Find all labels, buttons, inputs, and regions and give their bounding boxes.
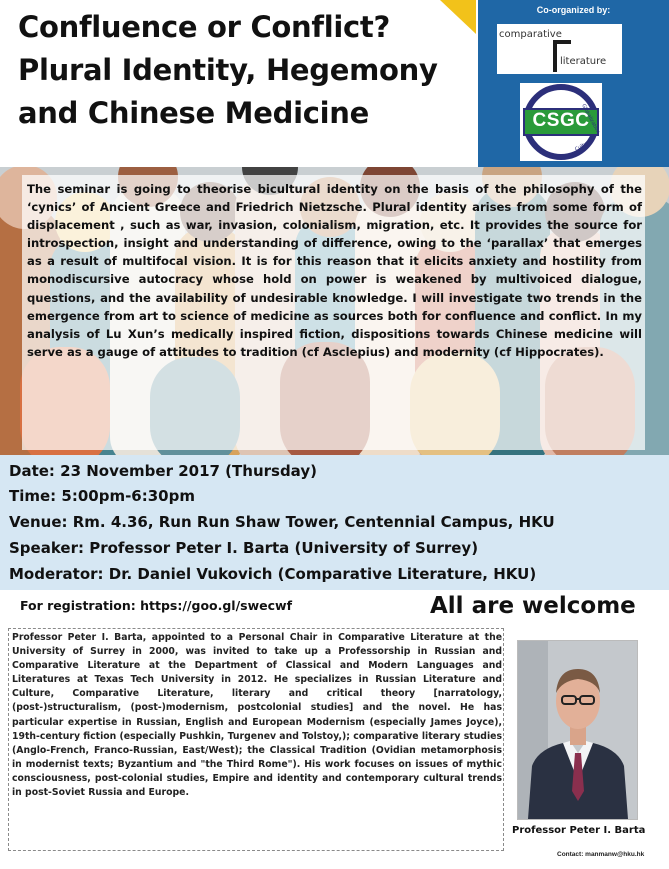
- csgc-ring-top-text: Globalization: [580, 103, 601, 135]
- registration-link[interactable]: For registration: https://goo.gl/swecwf: [20, 598, 293, 613]
- abstract-text: The seminar is going to theorise bicultural identity on the basis of the philosophy of the ‘cynics’ of Ancient Greece and Friedrich Nietzsche. Plural identity arises from some form of displacement , such as war, invasion, colonialism, migration, etc. It provides the source for introspection, insight and understanding of difference, owing to the ‘parallax’ that emerges as a result of multifocal vision. It is for this reason that it elicits anxiety and hostility from monodiscursive autocracy whose hold on power is weakened by multivoiced dialogue, questions, and the availability of undesirable knowledge. I will investigate two trends in the emergence from art to science of medicine as sources both for confluence and conflict. In my analysis of Lu Xun’s medically inspired fiction, dispositions towards Chinese medicine will serve as a gauge of attitudes to tradition (cf Asclepius) and modernity (cf Hippocrates).: [27, 182, 642, 359]
- title-line-1: Confluence or Conflict?: [18, 10, 390, 44]
- contact-email: Contact: manmanw@hku.hk: [557, 851, 645, 858]
- event-moderator: Moderator: Dr. Daniel Vukovich (Comparative Literature, HKU): [9, 565, 537, 583]
- event-time: Time: 5:00pm-6:30pm: [9, 487, 195, 505]
- logo-word-comparative: comparative: [499, 29, 562, 40]
- comparative-literature-logo: [497, 24, 622, 74]
- csgc-logo-text: CSGC: [532, 110, 590, 131]
- poster-title: [18, 6, 458, 135]
- yellow-corner-decoration: [440, 0, 476, 34]
- logo-bar-horizontal: [557, 40, 571, 44]
- title-line-3: and Chinese Medicine: [18, 96, 369, 130]
- event-date: Date: 23 November 2017 (Thursday): [9, 462, 317, 480]
- welcome-heading: All are welcome: [430, 593, 636, 619]
- logo-bar-vertical: [553, 40, 557, 72]
- speaker-photo: [517, 640, 638, 820]
- logo-word-literature: literature: [560, 56, 607, 67]
- co-organized-label: Co-organized by:: [536, 5, 611, 15]
- event-speaker: Speaker: Professor Peter I. Barta (University of Surrey): [9, 539, 479, 557]
- speaker-bio: Professor Peter I. Barta, appointed to a Personal Chair in Comparative Literature at the University of Surrey in 2000, was invited to take up a Professorship in Russian and Comparative Literature at the Department of Classical and Modern Languages and Literatures at Texas Tech University in 2012. He specializes in Russian Literature and Culture, Comparative Literature, literary and critical theory [narratology, (post-)structuralism, (post-)modernism, postcolonial studies] and the novel. He has particular expertise in Russian, English and European Modernism (especially James Joyce), 19th-century fiction (especially Pushkin, Turgenev and Tolstoy,); comparative literary studies (Anglo-French, Franco-Russian, East/West); the Classical Tradition (Ovidian metamorphosis in modernist texts; Byzantium and "the Third Rome"). His work focuses on issues of mythic consciousness, post-colonial studies, Empire and identity and contemporary cultural trends in post-Soviet Russia and Europe.: [12, 632, 502, 799]
- csgc-ring-bottom-text: Cultures: [574, 137, 596, 153]
- event-venue: Venue: Rm. 4.36, Run Run Shaw Tower, Centennial Campus, HKU: [9, 513, 555, 531]
- title-line-2: Plural Identity, Hegemony: [18, 53, 438, 87]
- speaker-portrait: [518, 641, 637, 819]
- photo-caption: Professor Peter I. Barta: [512, 825, 646, 836]
